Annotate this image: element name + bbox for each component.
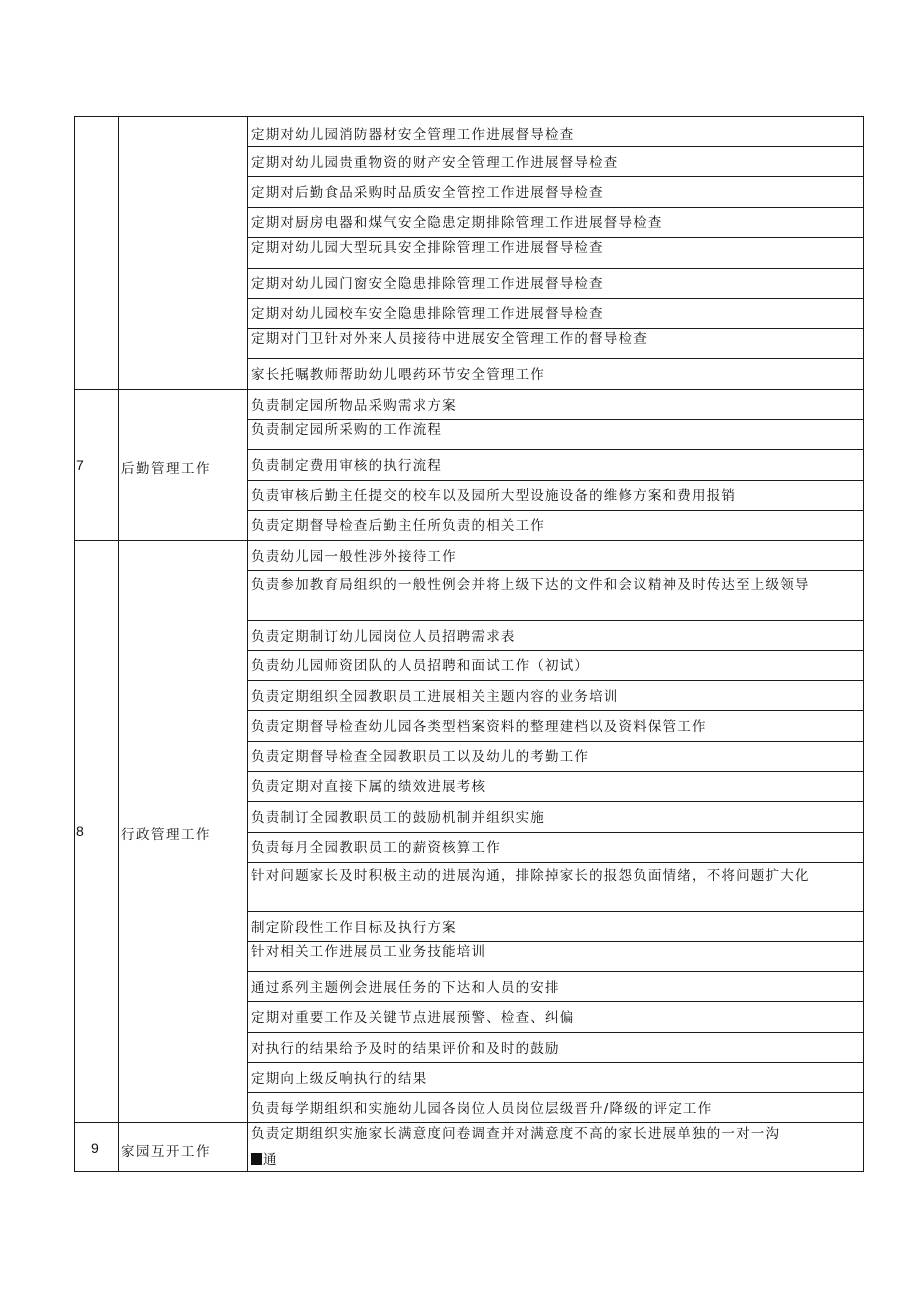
duty-item: 定期对重要工作及关键节点进展预警、检查、纠偏 xyxy=(251,1010,575,1026)
duty-item: 负责幼儿园师资团队的人员招聘和面试工作（初试） xyxy=(251,658,590,674)
duty-item: 针对相关工作进展员工业务技能培训 xyxy=(251,944,487,960)
table-border-bottom xyxy=(74,1171,864,1172)
table-border-vertical xyxy=(863,116,864,1172)
row-divider xyxy=(247,862,864,863)
duty-item: 负责定期组织全园教职员工进展相关主题内容的业务培训 xyxy=(251,689,619,705)
duty-item: 家长托嘱教师帮助幼儿喂药环节安全管理工作 xyxy=(251,367,545,383)
row-divider xyxy=(247,710,864,711)
duty-item: 负责定期制订幼儿园岗位人员招聘需求表 xyxy=(251,629,516,645)
duty-item xyxy=(251,1151,278,1169)
row-divider xyxy=(247,941,864,942)
row-divider xyxy=(247,1062,864,1063)
row-divider xyxy=(247,510,864,511)
row-divider xyxy=(247,971,864,972)
duty-item: 负责定期督导检查幼儿园各类型档案资料的整理建档以及资料保管工作 xyxy=(251,719,707,735)
section-category: 行政管理工作 xyxy=(121,827,211,843)
duty-item: 负责定期督导检查全园教职员工以及幼儿的考勤工作 xyxy=(251,749,590,765)
duty-item-continuation: 通 xyxy=(263,1152,278,1168)
row-divider xyxy=(247,358,864,359)
duty-item: 定期对幼儿园贵重物资的财产安全管理工作进展督导检查 xyxy=(251,155,619,171)
duty-item: 针对问题家长及时积极主动的进展沟通，排除掉家长的报怨负面情绪，不将问题扩大化 xyxy=(251,868,810,884)
row-divider xyxy=(247,419,864,420)
section-divider xyxy=(74,389,864,390)
duty-item: 定期对幼儿园大型玩具安全排除管理工作进展督导检查 xyxy=(251,240,604,256)
section-number: 7 xyxy=(76,457,84,473)
duty-item: 负责审核后勤主任提交的校车以及园所大型设施设备的维修方案和费用报销 xyxy=(251,488,737,504)
section-number: 8 xyxy=(76,823,84,839)
black-square-mark xyxy=(251,1153,262,1165)
row-divider xyxy=(247,328,864,329)
duty-item: 负责制定园所物品采购需求方案 xyxy=(251,398,457,414)
section-divider xyxy=(74,1122,864,1123)
duty-item: 负责定期对直接下属的绩效进展考核 xyxy=(251,779,487,795)
duty-item: 对执行的结果给予及时的结果评价和及时的鼓励 xyxy=(251,1041,560,1057)
row-divider xyxy=(247,1001,864,1002)
duty-item: 负责参加教育局组织的一般性例会并将上级下达的文件和会议精神及时传达至上级领导 xyxy=(251,577,810,593)
table-border-vertical xyxy=(118,116,119,1172)
row-divider xyxy=(247,207,864,208)
section-category: 家园互开工作 xyxy=(121,1144,211,1160)
duty-item: 定期对幼儿园消防器材安全管理工作进展督导检查 xyxy=(251,127,575,143)
duty-item: 负责制定园所采购的工作流程 xyxy=(251,422,443,438)
row-divider xyxy=(247,449,864,450)
duty-item: 定期向上级反响执行的结果 xyxy=(251,1071,428,1087)
duty-item: 负责每学期组织和实施幼儿园各岗位人员岗位层级晋升/降级的评定工作 xyxy=(251,1101,713,1117)
duty-item: 负责幼儿园一般性涉外接待工作 xyxy=(251,549,457,565)
row-divider xyxy=(247,911,864,912)
row-divider xyxy=(247,650,864,651)
row-divider xyxy=(247,620,864,621)
row-divider xyxy=(247,771,864,772)
duty-item: 通过系列主题例会进展任务的下达和人员的安排 xyxy=(251,980,560,996)
row-divider xyxy=(247,268,864,269)
row-divider xyxy=(247,832,864,833)
duty-item: 负责制订全园教职员工的鼓励机制并组织实施 xyxy=(251,810,545,826)
section-category: 后勤管理工作 xyxy=(121,461,211,477)
row-divider xyxy=(247,237,864,238)
row-divider xyxy=(247,1032,864,1033)
row-divider xyxy=(247,176,864,177)
row-divider xyxy=(247,298,864,299)
section-number: 9 xyxy=(91,1140,99,1156)
duty-item: 定期对幼儿园门窗安全隐患排除管理工作进展督导检查 xyxy=(251,276,604,292)
duty-item: 负责制定费用审核的执行流程 xyxy=(251,458,443,474)
duty-item: 负责每月全园教职员工的薪资核算工作 xyxy=(251,840,501,856)
table-border-vertical xyxy=(247,116,248,1172)
row-divider xyxy=(247,680,864,681)
row-divider xyxy=(247,801,864,802)
duty-item: 定期对厨房电器和煤气安全隐患定期排除管理工作进展督导检查 xyxy=(251,215,663,231)
duty-item: 负责定期组织实施家长满意度问卷调查并对满意度不高的家长进展单独的一对一沟 xyxy=(251,1126,781,1142)
duty-item: 制定阶段性工作目标及执行方案 xyxy=(251,920,457,936)
duty-item: 负责定期督导检查后勤主任所负责的相关工作 xyxy=(251,518,545,534)
row-divider xyxy=(247,480,864,481)
duty-item: 定期对幼儿园校车安全隐患排除管理工作进展督导检查 xyxy=(251,306,604,322)
table-border-top xyxy=(74,116,864,117)
row-divider xyxy=(247,1092,864,1093)
section-divider xyxy=(74,540,864,541)
duty-item: 定期对后勤食品采购时品质安全管控工作进展督导检查 xyxy=(251,185,604,201)
row-divider xyxy=(247,570,864,571)
duty-item: 定期对门卫针对外来人员接待中进展安全管理工作的督导检查 xyxy=(251,331,648,347)
table-border-vertical xyxy=(74,116,75,1172)
row-divider xyxy=(247,741,864,742)
row-divider xyxy=(247,146,864,147)
